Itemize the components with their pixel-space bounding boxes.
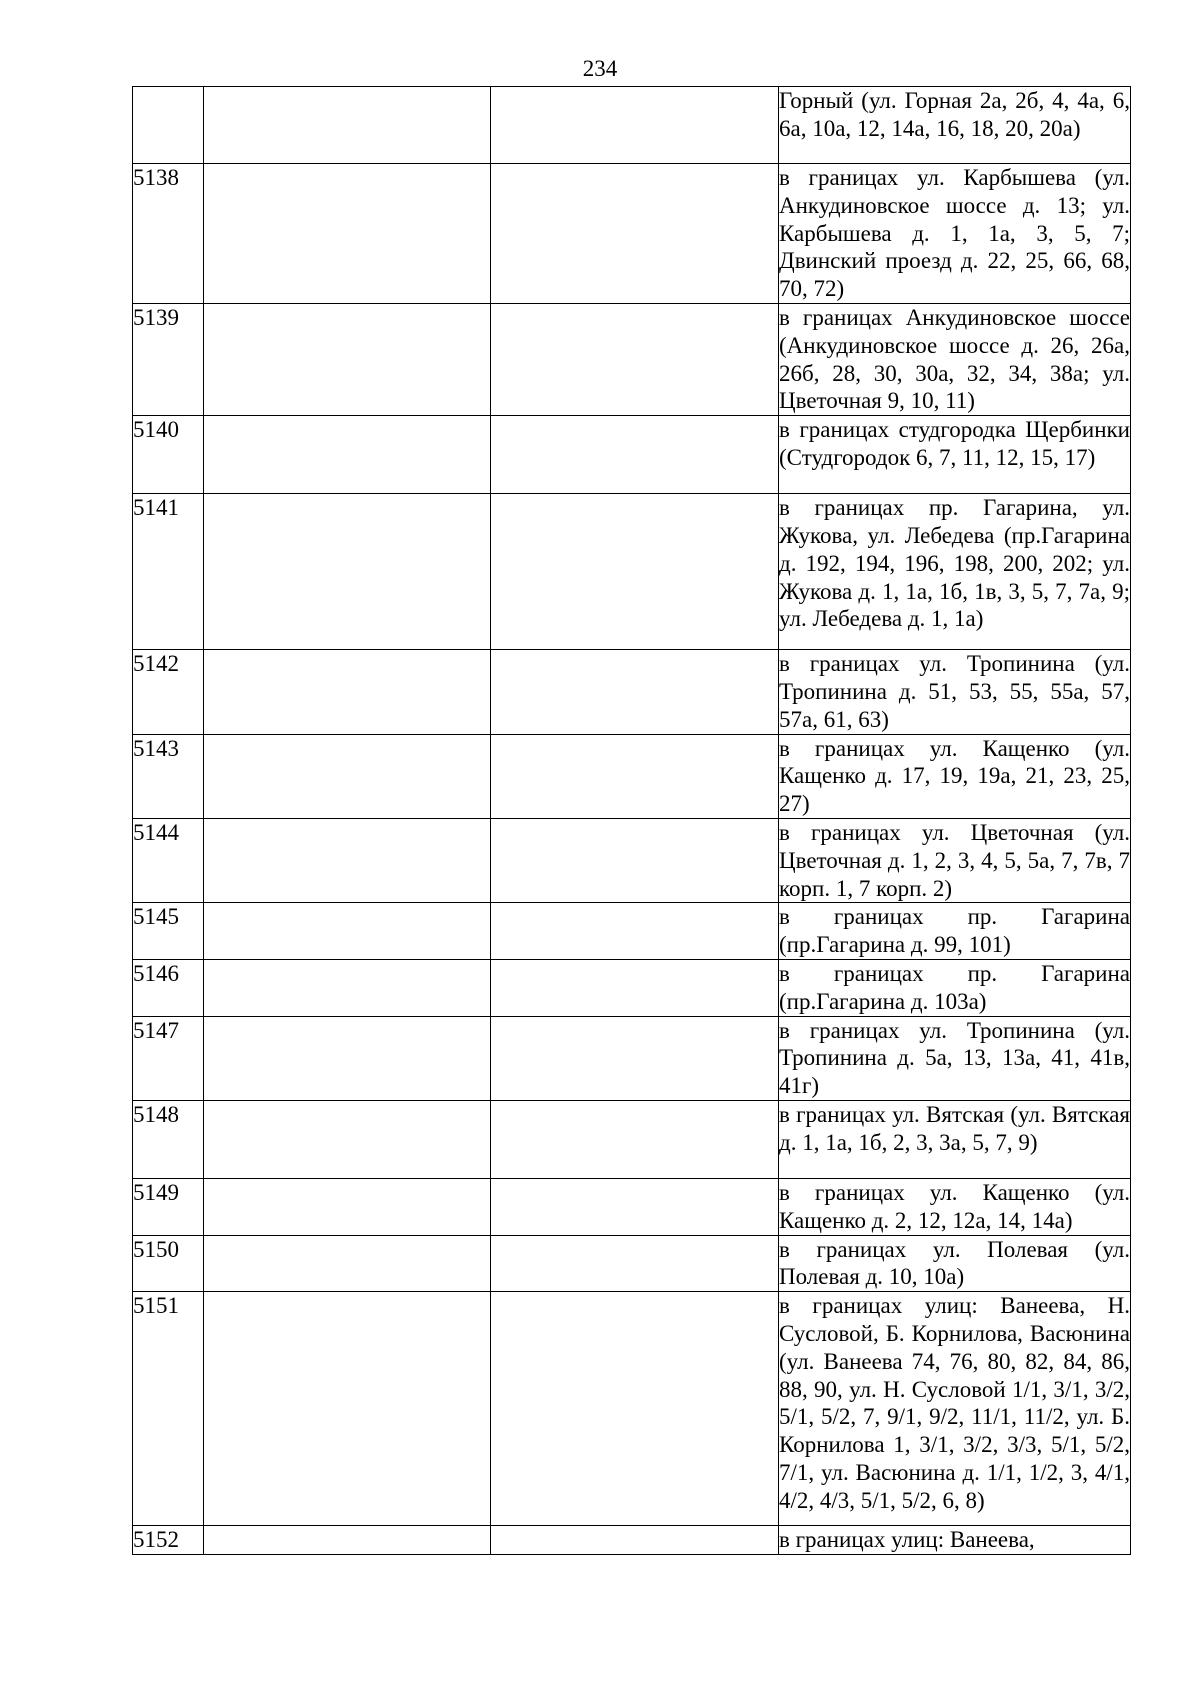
station-number: 5152 bbox=[133, 1526, 204, 1555]
table-row bbox=[133, 818, 1131, 902]
empty-cell bbox=[491, 164, 779, 304]
station-boundaries: в границах студгородка Щербинки (Студгородок 6, 7, 11, 12, 15, 17) bbox=[779, 416, 1131, 494]
empty-cell bbox=[491, 818, 779, 902]
table-row bbox=[133, 164, 1131, 304]
empty-cell bbox=[491, 87, 779, 164]
table-row bbox=[133, 959, 1131, 1016]
empty-cell bbox=[491, 1178, 779, 1235]
table-row bbox=[133, 1235, 1131, 1292]
empty-cell bbox=[204, 650, 491, 734]
station-boundaries: в границах ул. Кащенко (ул. Кащенко д. 2, 12, 12а, 14, 14а) bbox=[779, 1178, 1131, 1235]
empty-cell bbox=[204, 1178, 491, 1235]
empty-cell bbox=[204, 164, 491, 304]
empty-cell bbox=[491, 1016, 779, 1100]
empty-cell bbox=[204, 1526, 491, 1555]
empty-cell bbox=[491, 959, 779, 1016]
station-number: 5145 bbox=[133, 903, 204, 960]
station-boundaries: в границах ул. Тропинина (ул. Тропинина д. 51, 53, 55, 55а, 57, 57а, 61, 63) bbox=[779, 650, 1131, 734]
station-number: 5147 bbox=[133, 1016, 204, 1100]
page-number: 234 bbox=[582, 56, 618, 81]
empty-cell bbox=[204, 87, 491, 164]
empty-cell bbox=[491, 416, 779, 494]
table-row bbox=[133, 1292, 1131, 1526]
empty-cell bbox=[491, 734, 779, 818]
empty-cell bbox=[204, 1100, 491, 1178]
station-boundaries: в границах ул. Кащенко (ул. Кащенко д. 17, 19, 19а, 21, 23, 25, 27) bbox=[779, 734, 1131, 818]
table-row bbox=[133, 416, 1131, 494]
table-row bbox=[133, 734, 1131, 818]
empty-cell bbox=[204, 734, 491, 818]
station-boundaries: в границах ул. Цветочная (ул. Цветочная д. 1, 2, 3, 4, 5, 5а, 7, 7в, 7 корп. 1, 7 корп. 2) bbox=[779, 818, 1131, 902]
empty-cell bbox=[204, 903, 491, 960]
empty-cell bbox=[204, 303, 491, 415]
station-number: 5144 bbox=[133, 818, 204, 902]
station-boundaries: в границах ул. Полевая (ул. Полевая д. 10, 10а) bbox=[779, 1235, 1131, 1292]
station-boundaries: в границах улиц: Ванеева, Н. Сусловой, Б. Корнилова, Васюнина (ул. Ванеева 74, 76, 80, 82, 84, 86, 88, 90, ул. Н. Сусловой 1/1, 3/1, 3/2, 5/1, 5/2, 7, 9/1, 9/2, 11/1, 11/2, ул. Б. Корнилова 1, 3/1, 3/2, 3/3, 5/1, 5/2, 7/1, ул. Васюнина д. 1/1, 1/2, 3, 4/1, 4/2, 4/3, 5/1, 5/2, 6, 8) bbox=[779, 1292, 1131, 1526]
station-number: 5142 bbox=[133, 650, 204, 734]
empty-cell bbox=[204, 959, 491, 1016]
station-number: 5139 bbox=[133, 303, 204, 415]
station-boundaries: в границах ул. Тропинина (ул. Тропинина д. 5а, 13, 13а, 41, 41в, 41г) bbox=[779, 1016, 1131, 1100]
station-number: 5138 bbox=[133, 164, 204, 304]
station-boundaries: в границах ул. Вятская (ул. Вятская д. 1, 1а, 1б, 2, 3, 3а, 5, 7, 9) bbox=[779, 1100, 1131, 1178]
empty-cell bbox=[491, 1292, 779, 1526]
station-number: 5149 bbox=[133, 1178, 204, 1235]
station-number: 5140 bbox=[133, 416, 204, 494]
table-row bbox=[133, 87, 1131, 164]
table-row bbox=[133, 650, 1131, 734]
table-row bbox=[133, 1100, 1131, 1178]
station-boundaries: в границах ул. Карбышева (ул. Анкудиновское шоссе д. 13; ул. Карбышева д. 1, 1а, 3, 5, 7; Двинский проезд д. 22, 25, 66, 68, 70, 72) bbox=[779, 164, 1131, 304]
station-number: 5146 bbox=[133, 959, 204, 1016]
station-boundaries: в границах улиц: Ванеева, bbox=[779, 1526, 1131, 1555]
station-boundaries: в границах пр. Гагарина (пр.Гагарина д. 103а) bbox=[779, 959, 1131, 1016]
table-body bbox=[133, 87, 1131, 1555]
station-number: 5143 bbox=[133, 734, 204, 818]
station-boundaries: Горный (ул. Горная 2а, 2б, 4, 4а, 6, 6а, 10а, 12, 14а, 16, 18, 20, 20а) bbox=[779, 87, 1131, 164]
table-row bbox=[133, 494, 1131, 650]
table-row bbox=[133, 303, 1131, 415]
table-row bbox=[133, 1178, 1131, 1235]
empty-cell bbox=[491, 1526, 779, 1555]
empty-cell bbox=[491, 1235, 779, 1292]
station-number bbox=[133, 87, 204, 164]
station-number: 5148 bbox=[133, 1100, 204, 1178]
empty-cell bbox=[204, 416, 491, 494]
table-row bbox=[133, 1526, 1131, 1555]
empty-cell bbox=[204, 1292, 491, 1526]
empty-cell bbox=[491, 494, 779, 650]
empty-cell bbox=[204, 1016, 491, 1100]
station-number: 5141 bbox=[133, 494, 204, 650]
station-boundaries: в границах Анкудиновское шоссе (Анкудиновское шоссе д. 26, 26а, 26б, 28, 30, 30а, 32, 34, 38а; ул. Цветочная 9, 10, 11) bbox=[779, 303, 1131, 415]
empty-cell bbox=[204, 818, 491, 902]
empty-cell bbox=[204, 494, 491, 650]
empty-cell bbox=[491, 1100, 779, 1178]
station-boundaries: в границах пр. Гагарина (пр.Гагарина д. 99, 101) bbox=[779, 903, 1131, 960]
station-boundaries: в границах пр. Гагарина, ул. Жукова, ул. Лебедева (пр.Гагарина д. 192, 194, 196, 198, 200, 202; ул. Жукова д. 1, 1а, 1б, 1в, 3, 5, 7, 7а, 9; ул. Лебедева д. 1, 1а) bbox=[779, 494, 1131, 650]
empty-cell bbox=[491, 650, 779, 734]
table-row bbox=[133, 1016, 1131, 1100]
empty-cell bbox=[491, 903, 779, 960]
station-number: 5151 bbox=[133, 1292, 204, 1526]
empty-cell bbox=[204, 1235, 491, 1292]
polling-stations-table bbox=[132, 86, 1131, 1555]
table-row bbox=[133, 903, 1131, 960]
empty-cell bbox=[491, 303, 779, 415]
station-number: 5150 bbox=[133, 1235, 204, 1292]
